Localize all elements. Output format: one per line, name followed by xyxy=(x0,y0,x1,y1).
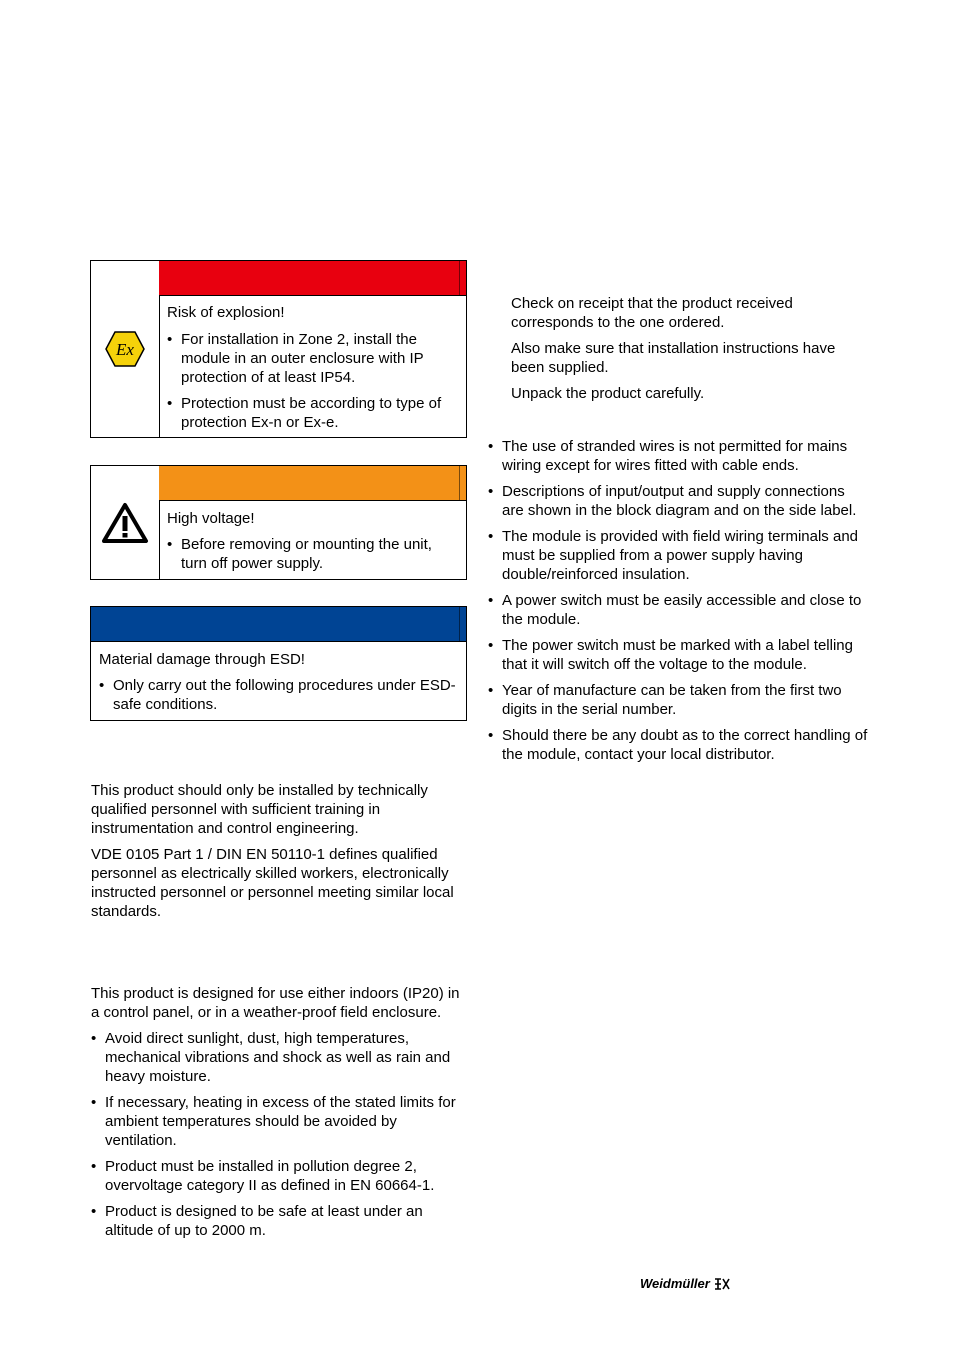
environment-list xyxy=(91,1029,471,1240)
list-item: • Should there be any doubt as to the correct handling of the module, contact your local distributor. xyxy=(488,726,868,764)
esd-notice-box xyxy=(90,606,467,721)
list-item: • If necessary, heating in excess of the stated limits for ambient temperatures should be avoided by ventilation. xyxy=(91,1093,471,1150)
receipt-section xyxy=(511,294,871,403)
voltage-list xyxy=(167,535,458,573)
list-item: • The use of stranded wires is not permitted for mains wiring except for wires fitted with cable ends. xyxy=(488,437,868,475)
warning-triangle-icon xyxy=(101,502,149,544)
list-item: • Descriptions of input/output and supply connections are shown in the block diagram and on the side label. xyxy=(488,482,868,520)
qualified-paragraph: This product should only be installed by technically qualified personnel with sufficient training in instrumentation and control engineering. xyxy=(91,782,428,837)
wiring-section xyxy=(488,437,868,764)
esd-heading: Material damage through ESD! xyxy=(99,651,305,668)
explosion-heading: Risk of explosion! xyxy=(167,304,285,321)
list-item: • A power switch must be easily accessible and close to the module. xyxy=(488,591,868,629)
receipt-paragraph: Check on receipt that the product received corresponds to the one ordered. xyxy=(511,295,793,331)
explosion-list xyxy=(167,330,458,432)
list-item: • Before removing or mounting the unit, turn off power supply. xyxy=(167,535,458,573)
warning-bar xyxy=(159,466,466,501)
list-item: • Product is designed to be safe at least under an altitude of up to 2000 m. xyxy=(91,1202,471,1240)
danger-bar xyxy=(159,261,466,296)
list-item: • Year of manufacture can be taken from the first two digits in the serial number. xyxy=(488,681,868,719)
list-item: • Product must be installed in pollution degree 2, overvoltage category II as defined in EN 60664-1. xyxy=(91,1157,471,1195)
list-item: • The module is provided with field wiring terminals and must be supplied from a power supply having double/reinforced insulation. xyxy=(488,527,868,584)
receipt-paragraph: Also make sure that installation instructions have been supplied. xyxy=(511,340,836,376)
explosion-icon-cell xyxy=(91,261,160,437)
ex-explosion-icon xyxy=(104,330,146,368)
voltage-icon-cell xyxy=(91,466,160,579)
environment-section xyxy=(91,984,471,1240)
voltage-heading: High voltage! xyxy=(167,510,255,527)
list-item: • Protection must be according to type of protection Ex-n or Ex-e. xyxy=(167,394,458,432)
logo-text: Weidmüller xyxy=(640,1276,710,1291)
notice-bar xyxy=(91,607,466,642)
qualified-paragraph: VDE 0105 Part 1 / DIN EN 50110-1 defines qualified personnel as electrically skilled workers, electronically instructed personnel or personnel meeting similar local standards. xyxy=(91,846,454,920)
receipt-paragraph: Unpack the product carefully. xyxy=(511,385,705,402)
explosion-warning-box xyxy=(90,260,467,438)
environment-intro: This product is designed for use either indoors (IP20) in a control panel, or in a weather-proof field enclosure. xyxy=(91,985,460,1021)
footer-logo xyxy=(640,1274,730,1293)
list-item: • The power switch must be marked with a label telling that it will switch off the voltage to the module. xyxy=(488,636,868,674)
wiring-list xyxy=(488,437,868,764)
list-item: • Avoid direct sunlight, dust, high temperatures, mechanical vibrations and shock as well as rain and heavy moisture. xyxy=(91,1029,471,1086)
list-item: • For installation in Zone 2, install the module in an outer enclosure with IP protection of at least IP54. xyxy=(167,330,458,387)
weidmuller-logo-icon xyxy=(714,1277,730,1291)
qualified-section xyxy=(91,781,471,921)
esd-list xyxy=(99,676,458,714)
voltage-warning-box xyxy=(90,465,467,580)
svg-text:Ex: Ex xyxy=(116,340,134,359)
list-item: • Only carry out the following procedures under ESD-safe conditions. xyxy=(99,676,458,714)
